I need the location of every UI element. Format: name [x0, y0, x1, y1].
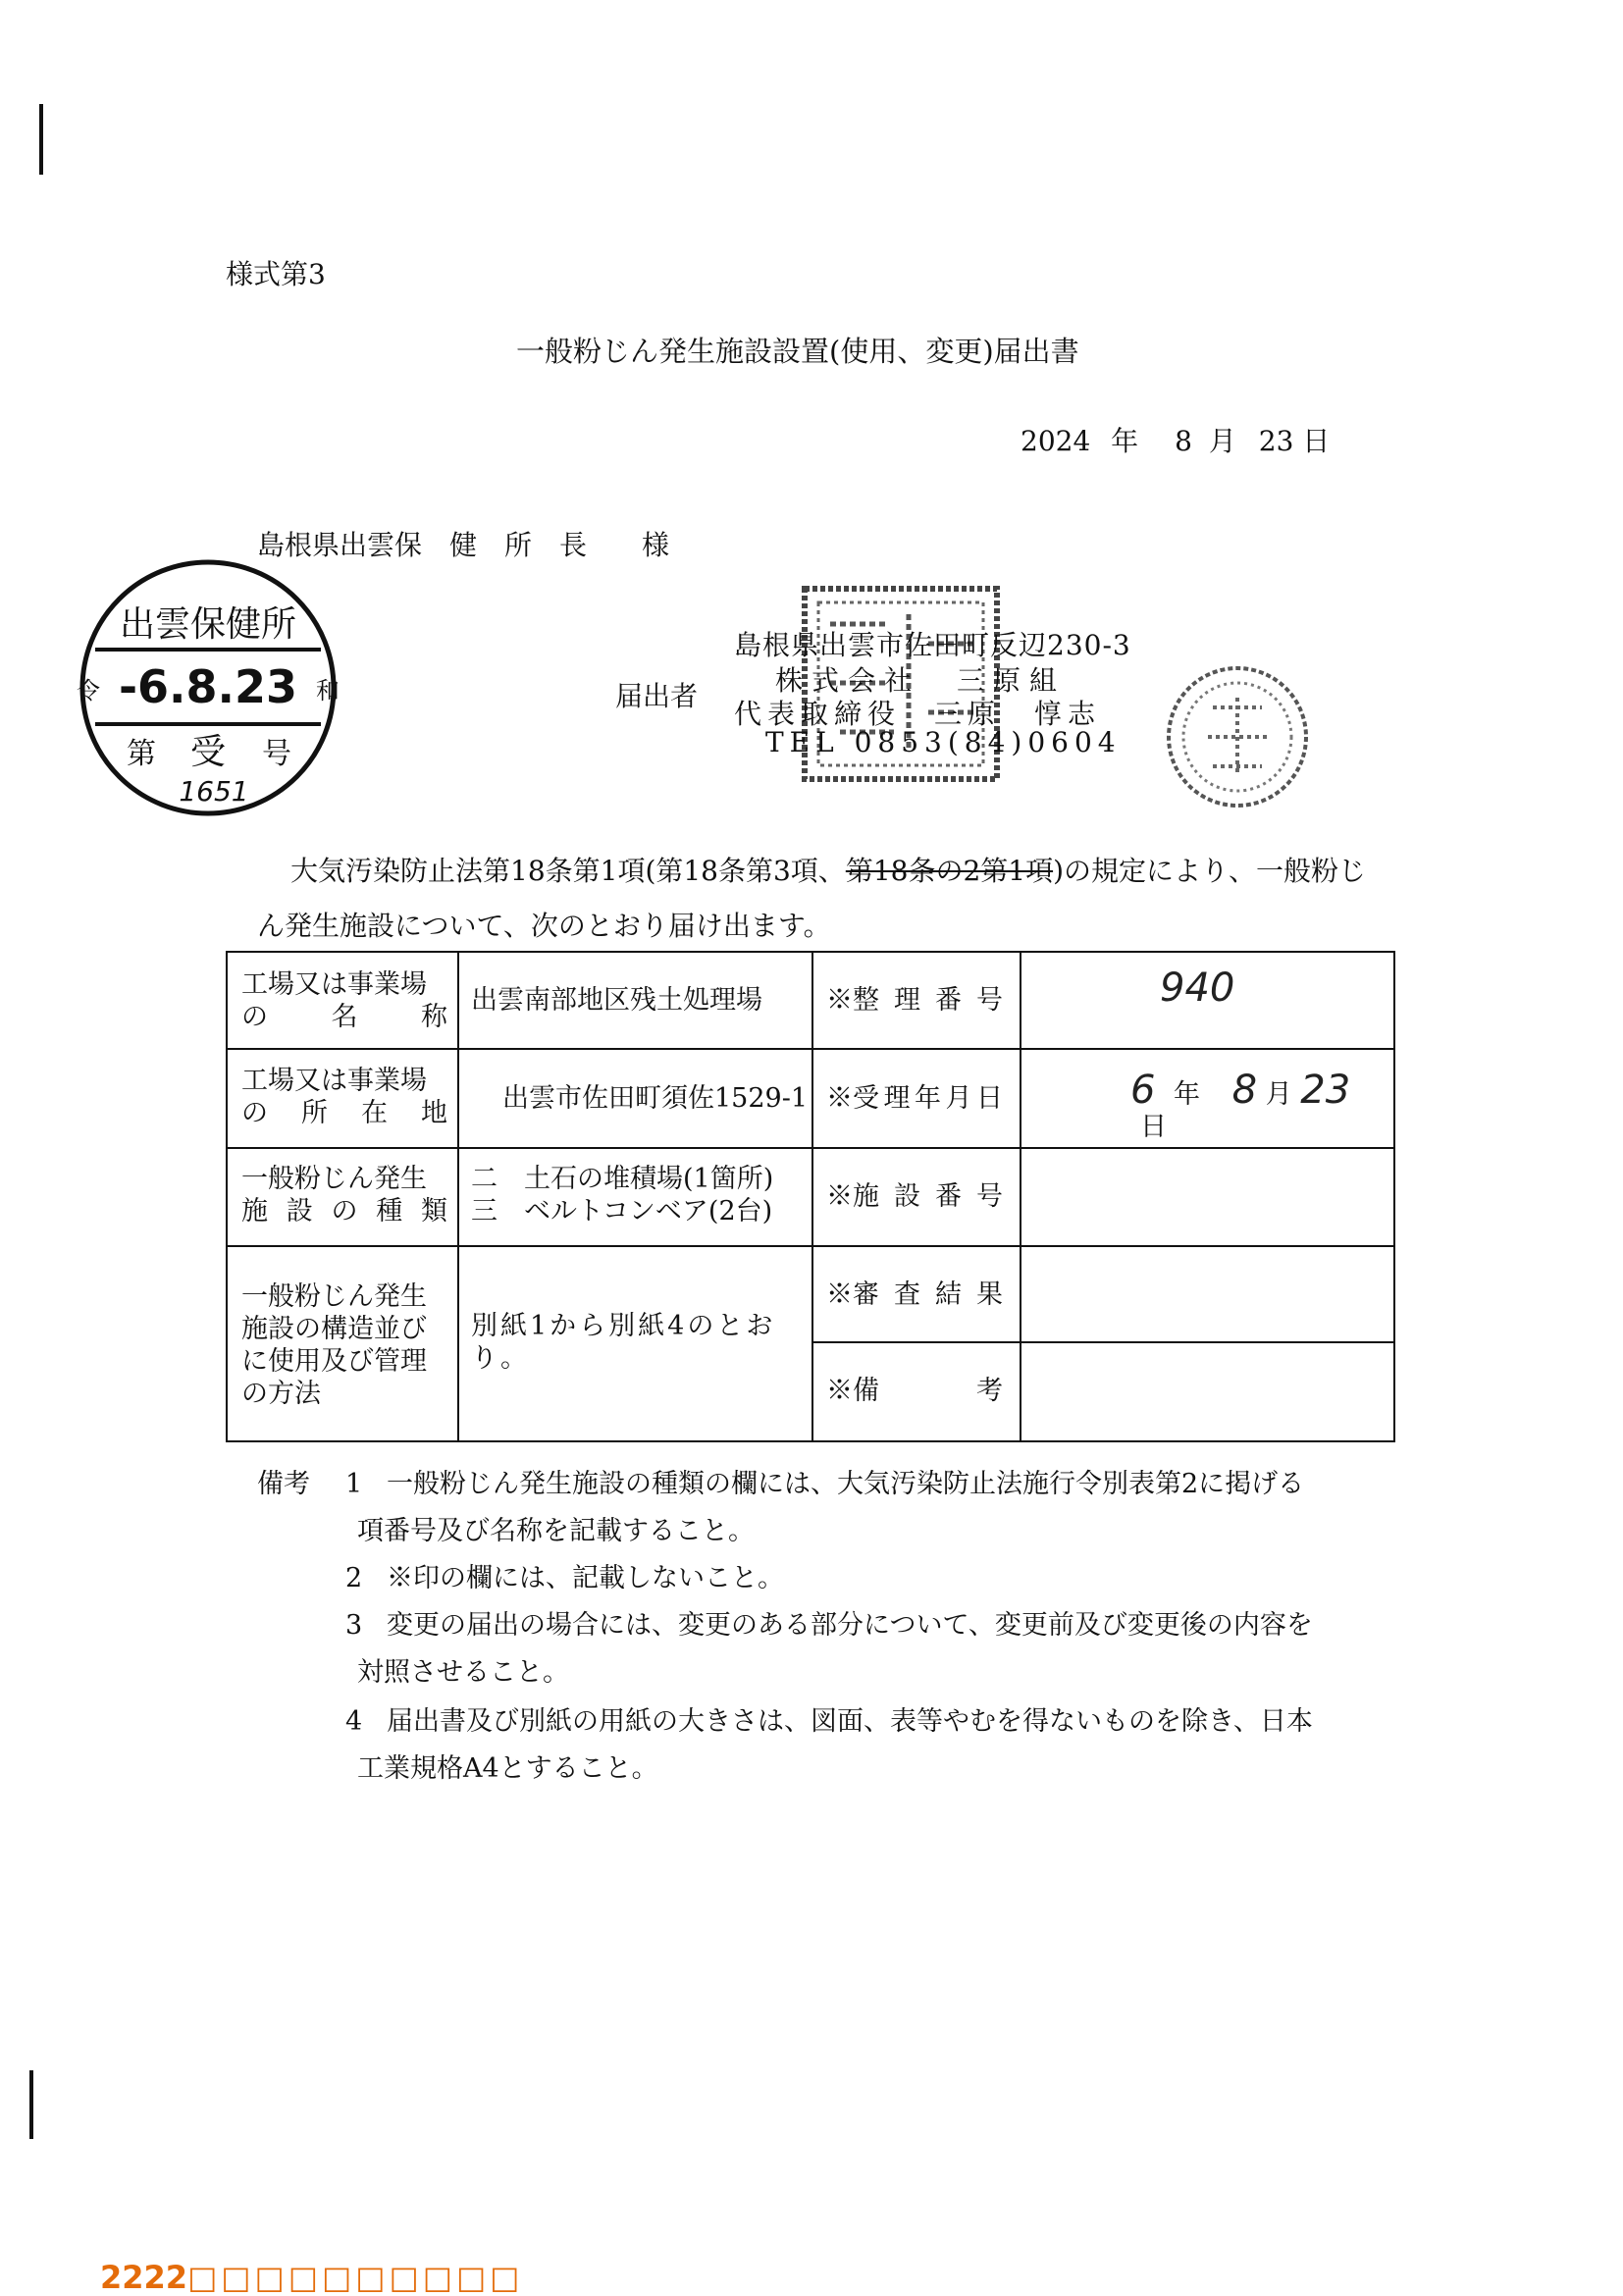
date-year: 2024 — [1021, 425, 1091, 457]
applicant-label: 届出者 — [615, 680, 699, 712]
scan-mark-bottom — [29, 2070, 33, 2139]
note-1-line-2: 項番号及び名称を記載すること。 — [357, 1516, 755, 1546]
row2-label: 工場又は事業場 の 所 在 地 — [241, 1066, 447, 1128]
row4-label: 一般粉じん発生 施設の構造並び に使用及び管理 の方法 — [241, 1281, 427, 1409]
facility-name-value: 出雲南部地区残土処理場 — [471, 985, 762, 1016]
row3-label: 一般粉じん発生 施 設 の 種 類 — [241, 1164, 447, 1226]
stamp-era-left: 令 — [77, 677, 100, 704]
facility-type-value: 二 土石の堆積場(1箇所) 三 ベルトコンベア(2台) — [471, 1164, 774, 1226]
note-1-line-1: 一般粉じん発生施設の種類の欄には、大気汚染防止法施行令別表第2に掲げる — [387, 1469, 1305, 1499]
structure-method-value: 別紙1から別紙4のとお り。 — [471, 1311, 776, 1374]
note-3-line-1: 変更の届出の場合には、変更のある部分について、変更前及び変更後の内容を — [387, 1610, 1313, 1641]
stamp-top-text: 出雲保健所 — [119, 604, 297, 645]
stamp-date: -6.8.23 — [118, 660, 298, 713]
remarks-label: ※備 考 — [826, 1376, 1003, 1406]
note-1-number: 1 — [345, 1469, 363, 1499]
note-2-line-1: ※印の欄には、記載しないこと。 — [387, 1563, 784, 1593]
footer-placeholder-glyphs: □□□□□□□□□□ — [187, 2259, 524, 2296]
receipt-date-value: 6 年 8 月 23 日 — [1130, 1068, 1351, 1142]
reference-number-value: 940 — [1160, 965, 1235, 1011]
intro-line-1: 大気汚染防止法第18条第1項(第18条第3項、第18条の2第1項)の規定により、一般粉じ — [290, 855, 1367, 887]
form-number: 様式第3 — [226, 258, 326, 290]
reference-number-label: ※整 理 番 号 — [826, 985, 1003, 1016]
notification-table — [226, 951, 1395, 1442]
applicant-tel: TEL 0853(84)0604 — [765, 726, 1122, 758]
submission-date: 2024 年 8 月 23 日 — [1021, 425, 1331, 457]
stamp-accept-char: 受 — [189, 732, 227, 772]
applicant-representative: 代表取締役 三原 惇志 — [734, 698, 1102, 730]
note-3-number: 3 — [345, 1610, 363, 1641]
note-2-number: 2 — [345, 1563, 363, 1593]
applicant-address: 島根県出雲市佐田町反辺230-3 — [734, 629, 1131, 661]
receipt-date-label: ※受 理 年 月 日 — [826, 1083, 1003, 1114]
facility-address-value: 出雲市佐田町須佐1529-1 — [502, 1083, 809, 1114]
company-seal-round — [1164, 663, 1311, 810]
footer-code: 2222□□□□□□□□□□ — [100, 2259, 524, 2296]
note-4-line-2: 工業規格A4とすること。 — [357, 1753, 658, 1784]
stamp-number: 1651 — [179, 775, 249, 808]
addressee: 島根県出雲保 健 所 長 様 — [257, 529, 670, 561]
note-3-line-2: 対照させること。 — [357, 1657, 569, 1688]
review-result-label: ※審 査 結 果 — [826, 1279, 1003, 1310]
struck-text: 第18条の2第1項 — [845, 855, 1054, 887]
stamp-era-right: 和 — [316, 677, 340, 704]
row1-label: 工場又は事業場 の 名 称 — [241, 969, 447, 1032]
scan-mark-top — [39, 104, 43, 175]
document-title: 一般粉じん発生施設設置(使用、変更)届出書 — [516, 335, 1079, 368]
date-month: 8 — [1175, 425, 1192, 457]
date-day: 23 — [1258, 425, 1294, 457]
note-4-number: 4 — [345, 1706, 363, 1737]
stamp-left-char: 第 — [127, 737, 156, 771]
facility-number-label: ※施 設 番 号 — [826, 1181, 1003, 1212]
receipt-stamp — [71, 555, 355, 820]
note-4-line-1: 届出書及び別紙の用紙の大きさは、図面、表等やむを得ないものを除き、日本 — [387, 1706, 1313, 1737]
applicant-company: 株式会社 三原組 — [775, 664, 1067, 697]
stamp-right-char: 号 — [262, 737, 291, 771]
intro-line-2: ん発生施設について、次のとおり届け出ます。 — [257, 910, 831, 942]
notes-heading: 備考 — [257, 1469, 310, 1499]
